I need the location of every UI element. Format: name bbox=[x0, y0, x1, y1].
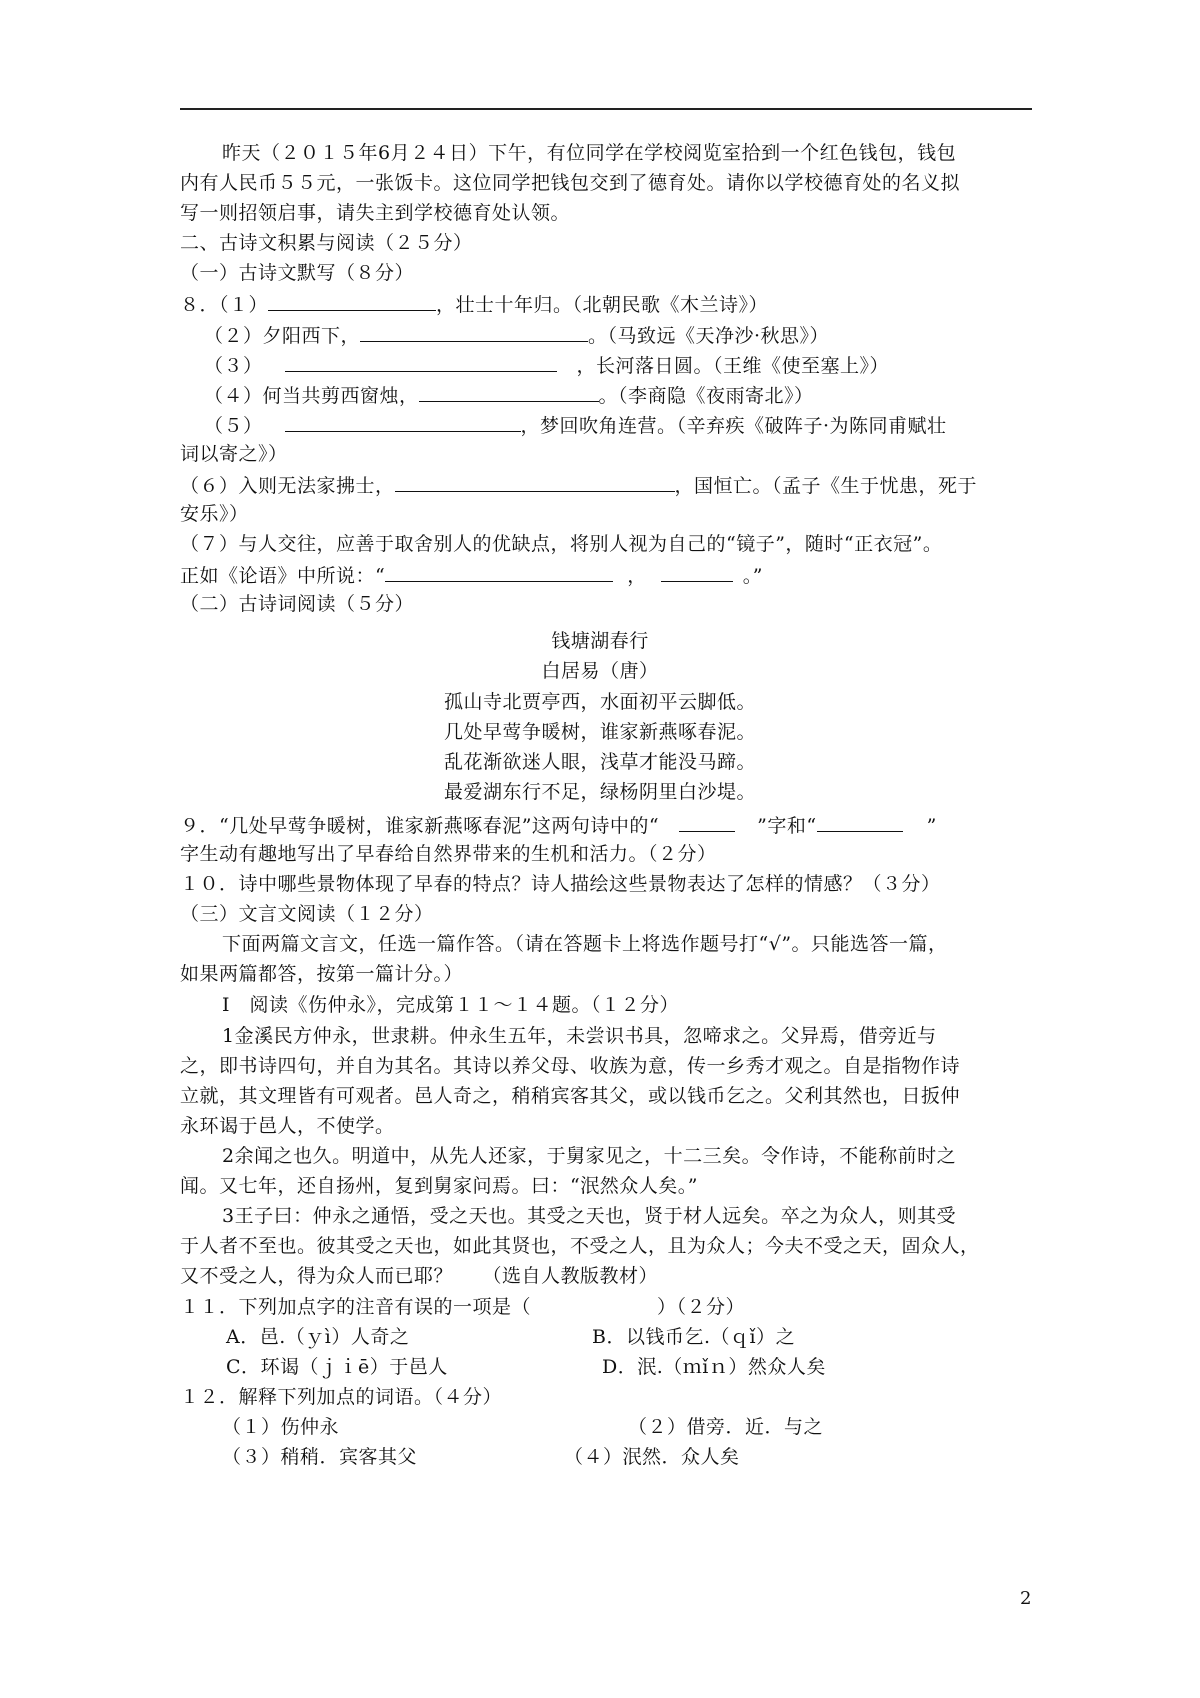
q8-7-text-d: 。” bbox=[742, 565, 763, 587]
notice-line-1: 昨天（２０１５年6月２４日）下午，有位同学在学校阅览室拾到一个红色钱包，钱包 bbox=[222, 142, 957, 164]
q8-6-text-b: ，国恒亡。（孟子《生于忧患，死于 bbox=[674, 475, 978, 497]
q8-7-text-b: 正如《论语》中所说：“ bbox=[180, 565, 386, 587]
q11-option-a: A．邑.（ｙì）人奇之 bbox=[226, 1326, 410, 1348]
instruction-line-2: 如果两篇都答，按第一篇计分。） bbox=[180, 963, 464, 985]
q8-item-7: （７）与人交往，应善于取舍别人的优缺点，将别人视为自己的“镜子”，随时“正衣冠”。 bbox=[180, 533, 943, 555]
q8-5-text-b: ，梦回吹角连营。（辛弃疾《破阵子·为陈同甫赋壮 bbox=[520, 415, 947, 437]
header-rule bbox=[180, 108, 1032, 110]
part-2-title: （二）古诗词阅读（５分） bbox=[180, 593, 415, 615]
q12-item-3: （３）稍稍．宾客其父 bbox=[222, 1446, 418, 1468]
q8-2-blank[interactable] bbox=[360, 325, 588, 342]
q8-1-number: ８．（１） bbox=[180, 294, 269, 316]
q9-blank-2[interactable] bbox=[817, 815, 903, 832]
passage-line: 3王子曰：仲永之通悟，受之天也。其受之天也，贤于材人远矣。卒之为众人，则其受 bbox=[222, 1205, 957, 1227]
q8-4-text-a: （４）何当共剪西窗烛， bbox=[204, 385, 419, 407]
q8-6-blank[interactable] bbox=[395, 475, 675, 492]
q12-item-1: （１）伤仲永 bbox=[222, 1416, 340, 1438]
reading-1-title: Ⅰ 阅读《伤仲永》，完成第１１～１４题。（１２分） bbox=[222, 994, 680, 1016]
q11-text-b: ）（２分） bbox=[657, 1296, 746, 1318]
page-number: 2 bbox=[1020, 1588, 1032, 1609]
notice-line-2: 内有人民币５５元，一张饭卡。这位同学把钱包交到了德育处。请你以学校德育处的名义拟 bbox=[180, 172, 961, 194]
poem-line: 最爱湖东行不足，绿杨阴里白沙堤。 bbox=[443, 781, 756, 803]
q8-item-4 bbox=[204, 385, 814, 406]
q9-stem-cont: 字生动有趣地写出了早春给自然界带来的生机和活力。（２分） bbox=[180, 843, 717, 865]
q11-stem bbox=[180, 1298, 745, 1317]
poem-line: 孤山寺北贾亭西，水面初平云脚低。 bbox=[443, 691, 756, 713]
passage-line: 立就，其文理皆有可观者。邑人奇之，稍稍宾客其父，或以钱币乞之。父利其然也，日扳仲 bbox=[180, 1085, 961, 1107]
q8-3-blank[interactable] bbox=[285, 355, 557, 372]
q9-text-c: ” bbox=[926, 815, 937, 837]
q8-7-blank-2[interactable] bbox=[661, 565, 733, 582]
part-1-title: （一）古诗文默写（８分） bbox=[180, 262, 415, 284]
q12-stem: １２．解释下列加点的词语。（４分） bbox=[180, 1386, 503, 1408]
q8-7-text-c: ， bbox=[627, 565, 647, 587]
q11-option-c: C．环谒（ｊｉē）于邑人 bbox=[226, 1356, 448, 1378]
section-2-title: 二、古诗文积累与阅读（２５分） bbox=[180, 232, 473, 254]
passage-line: 闻。又七年，还自扬州，复到舅家问焉。曰：“泯然众人矣。” bbox=[180, 1175, 698, 1197]
q8-item-1 bbox=[180, 294, 768, 315]
q8-1-text: ，壮士十年归。（北朝民歌《木兰诗》） bbox=[436, 294, 769, 316]
q8-4-text-b: 。（李商隐《夜雨寄北》） bbox=[598, 385, 814, 407]
q8-item-6 bbox=[180, 475, 977, 496]
q8-item-6-cont: 安乐》） bbox=[180, 503, 249, 525]
q8-1-blank[interactable] bbox=[268, 294, 436, 311]
q8-item-5 bbox=[204, 415, 947, 436]
poem-title: 钱塘湖春行 bbox=[551, 630, 649, 652]
q8-7-blank-1[interactable] bbox=[385, 565, 613, 582]
passage-line: 又不受之人，得为众人而已耶？ （选自人教版教材） bbox=[180, 1265, 659, 1287]
instruction-line-1: 下面两篇文言文，任选一篇作答。（请在答题卡上将选作题号打“√”。只能选答一篇， bbox=[222, 933, 948, 955]
q8-2-text-a: （２）夕阳西下， bbox=[204, 325, 361, 347]
q8-item-3 bbox=[204, 355, 889, 376]
q11-option-b: B．以钱币乞.（ｑǐ）之 bbox=[592, 1326, 796, 1348]
q9-stem bbox=[180, 815, 937, 836]
passage-line: 2余闻之也久。明道中，从先人还家，于舅家见之，十二三矣。令作诗，不能称前时之 bbox=[222, 1145, 957, 1167]
poem-line: 几处早莺争暖树，谁家新燕啄春泥。 bbox=[443, 721, 756, 743]
q8-5-blank[interactable] bbox=[285, 415, 521, 432]
q8-item-7-cont bbox=[180, 565, 763, 586]
q8-3-text-a: （３） bbox=[204, 355, 263, 377]
notice-line-3: 写一则招领启事，请失主到学校德育处认领。 bbox=[180, 202, 571, 224]
q10-stem: １０．诗中哪些景物体现了早春的特点？诗人描绘这些景物表达了怎样的情感？（３分） bbox=[180, 873, 941, 895]
poem-author: 白居易（唐） bbox=[541, 660, 659, 682]
q12-item-4: （４）泯然．众人矣 bbox=[564, 1446, 740, 1468]
passage-line: 永环谒于邑人，不使学。 bbox=[180, 1115, 395, 1137]
q8-2-text-b: 。（马致远《天净沙·秋思》） bbox=[588, 325, 830, 347]
q12-item-2: （２）借旁．近．与之 bbox=[628, 1416, 824, 1438]
q8-item-2 bbox=[204, 325, 829, 346]
q8-4-blank[interactable] bbox=[419, 385, 599, 402]
q9-blank-1[interactable] bbox=[679, 815, 735, 832]
q11-text-a: １１．下列加点字的注音有误的一项是（ bbox=[180, 1296, 532, 1318]
passage-line: 1金溪民方仲永，世隶耕。仲永生五年，未尝识书具，忽啼求之。父异焉，借旁近与 bbox=[222, 1025, 937, 1047]
q9-text-b: ”字和“ bbox=[757, 815, 817, 837]
q9-text-a: ９．“几处早莺争暖树，谁家新燕啄春泥”这两句诗中的“ bbox=[180, 815, 660, 837]
q8-item-5-cont: 词以寄之》） bbox=[180, 443, 288, 465]
q8-6-text-a: （６）入则无法家拂士， bbox=[180, 475, 395, 497]
passage-line: 之，即书诗四句，并自为其名。其诗以养父母、收族为意，传一乡秀才观之。自是指物作诗 bbox=[180, 1055, 961, 1077]
q11-option-d: D．泯.（ｍǐｎ）然众人矣 bbox=[602, 1356, 826, 1378]
q8-3-text-b: ，长河落日圆。（王维《使至塞上》） bbox=[576, 355, 890, 377]
q8-5-text-a: （５） bbox=[204, 415, 263, 437]
part-3-title: （三）文言文阅读（１２分） bbox=[180, 903, 434, 925]
passage-line: 于人者不至也。彼其受之天也，如此其贤也，不受之人，且为众人；今夫不受之天，固众人， bbox=[180, 1235, 980, 1257]
poem-line: 乱花渐欲迷人眼，浅草才能没马蹄。 bbox=[443, 751, 756, 773]
